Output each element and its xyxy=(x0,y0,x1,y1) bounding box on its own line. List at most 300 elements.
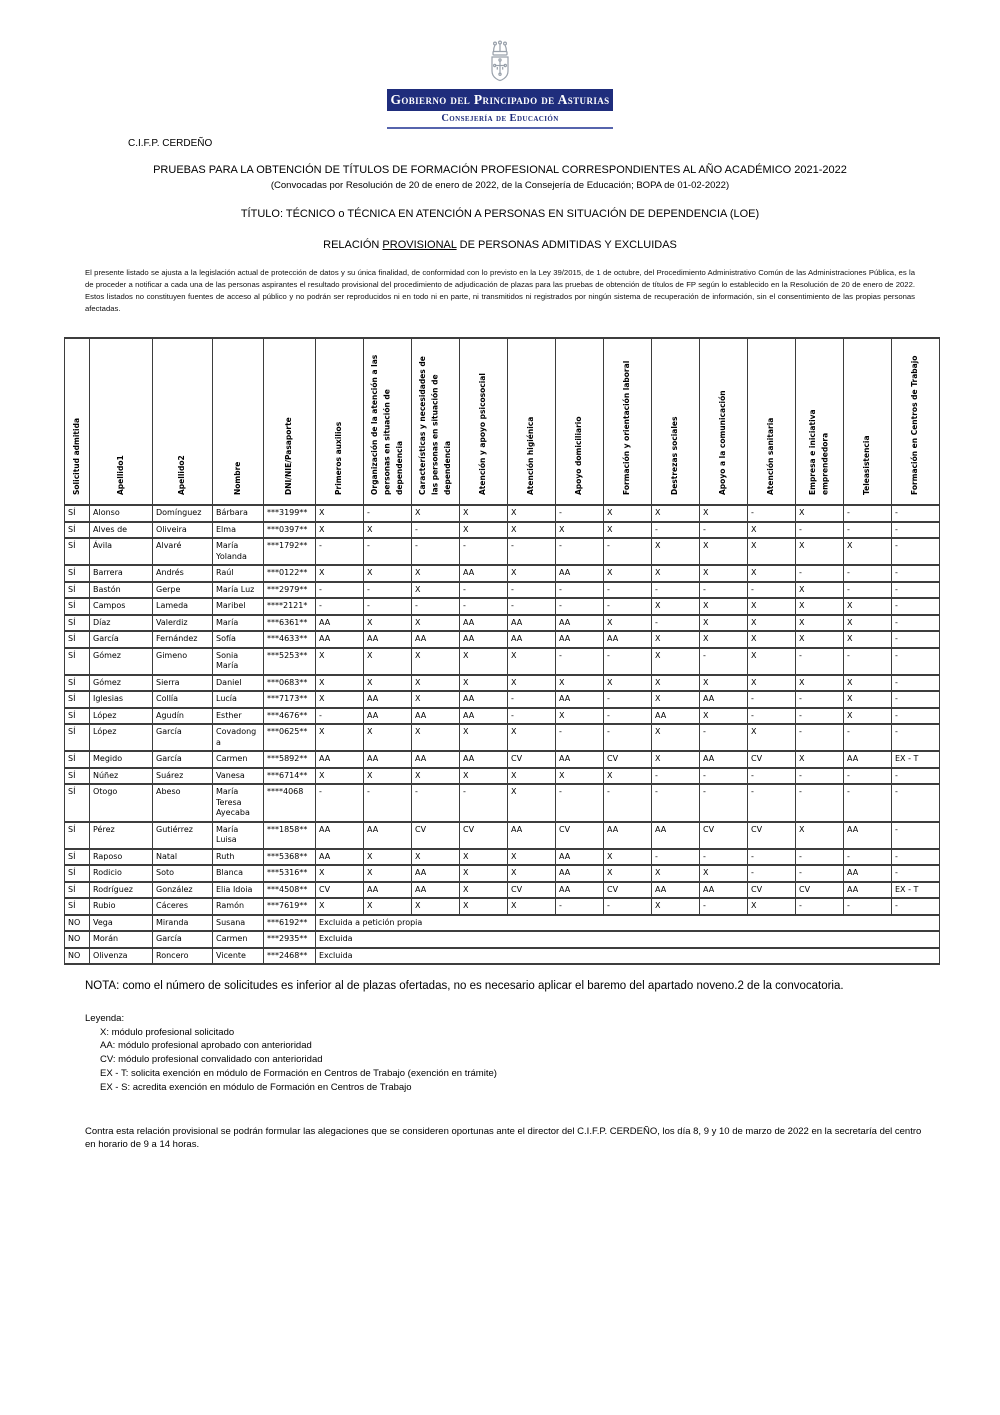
cell-documento: ***6714** xyxy=(264,768,316,785)
cell-modulo: AA xyxy=(460,708,508,725)
cell-documento: ***6192** xyxy=(264,915,316,932)
cell-apellido1: Ávila xyxy=(90,538,153,565)
cell-apellido1: Pérez xyxy=(90,822,153,849)
cell-modulo: X xyxy=(508,768,556,785)
cell-modulo: - xyxy=(892,565,940,582)
cell-modulo: X xyxy=(748,898,796,915)
cell-modulo: - xyxy=(796,691,844,708)
cell-modulo: AA xyxy=(556,751,604,768)
table-row xyxy=(65,822,940,849)
cell-modulo: - xyxy=(844,784,892,822)
cell-modulo: - xyxy=(412,522,460,539)
cell-modulo: - xyxy=(460,598,508,615)
cell-modulo: X xyxy=(364,865,412,882)
cell-nombre: Esther xyxy=(213,708,264,725)
cell-modulo: - xyxy=(892,865,940,882)
cell-modulo: X xyxy=(316,691,364,708)
center-name: C.I.F.P. CERDEÑO xyxy=(128,138,213,149)
cell-apellido2: García xyxy=(153,751,213,768)
table-row xyxy=(65,675,940,692)
cell-modulo: X xyxy=(364,724,412,751)
column-header-label: Formación y orientación laboral xyxy=(622,361,632,496)
cell-solicitud: SÍ xyxy=(65,565,90,582)
cell-modulo: X xyxy=(700,565,748,582)
cell-modulo: - xyxy=(892,784,940,822)
cell-modulo: AA xyxy=(604,631,652,648)
column-header-label: Apellido1 xyxy=(115,455,125,496)
cell-modulo: - xyxy=(844,849,892,866)
cell-apellido2: González xyxy=(153,882,213,899)
cell-modulo: - xyxy=(844,582,892,599)
cell-modulo: - xyxy=(460,582,508,599)
cell-modulo: X xyxy=(412,675,460,692)
cell-modulo: X xyxy=(460,522,508,539)
cell-apellido1: García xyxy=(90,631,153,648)
column-header-3 xyxy=(153,338,213,505)
column-header-label: Apellido2 xyxy=(177,455,187,496)
cell-modulo: X xyxy=(412,505,460,522)
cell-apellido2: Andrés xyxy=(153,565,213,582)
column-header-label: Primeros auxilios xyxy=(334,422,344,496)
cell-modulo: X xyxy=(652,691,700,708)
column-header-label: Nombre xyxy=(232,461,242,496)
cell-modulo: - xyxy=(796,724,844,751)
cell-nombre: Susana xyxy=(213,915,264,932)
column-header-label: Teleasistencia xyxy=(862,435,872,496)
cell-nombre: María Luisa xyxy=(213,822,264,849)
cell-nombre: Carmen xyxy=(213,751,264,768)
cell-modulo: X xyxy=(412,768,460,785)
cell-modulo: AA xyxy=(412,882,460,899)
cell-modulo: X xyxy=(364,768,412,785)
cell-apellido1: Vega xyxy=(90,915,153,932)
cell-modulo: AA xyxy=(844,882,892,899)
cell-modulo: - xyxy=(844,768,892,785)
cell-modulo: - xyxy=(652,522,700,539)
cell-modulo: - xyxy=(748,768,796,785)
cell-modulo: - xyxy=(652,784,700,822)
cell-apellido2: Suárez xyxy=(153,768,213,785)
cell-modulo: - xyxy=(316,784,364,822)
table-row xyxy=(65,849,940,866)
cell-modulo: - xyxy=(604,648,652,675)
cell-solicitud: SÍ xyxy=(65,882,90,899)
cell-modulo: - xyxy=(460,538,508,565)
table-row xyxy=(65,615,940,632)
cell-apellido1: Raposo xyxy=(90,849,153,866)
cell-modulo: X xyxy=(508,505,556,522)
cell-modulo: X xyxy=(844,598,892,615)
cell-modulo: X xyxy=(412,648,460,675)
cell-modulo: X xyxy=(316,724,364,751)
cell-modulo: X xyxy=(460,768,508,785)
cell-modulo: AA xyxy=(604,822,652,849)
cell-modulo: CV xyxy=(412,822,460,849)
cell-modulo: X xyxy=(556,708,604,725)
cell-documento: ***5368** xyxy=(264,849,316,866)
cell-solicitud: SÍ xyxy=(65,724,90,751)
cell-apellido2: Cáceres xyxy=(153,898,213,915)
cell-modulo: X xyxy=(796,505,844,522)
column-header-2 xyxy=(90,338,153,505)
cell-modulo: X xyxy=(844,675,892,692)
cell-modulo: X xyxy=(508,898,556,915)
cell-documento: ***4676** xyxy=(264,708,316,725)
cell-modulo: - xyxy=(796,784,844,822)
cell-modulo: X xyxy=(700,598,748,615)
table-row xyxy=(65,768,940,785)
cell-modulo: - xyxy=(844,648,892,675)
cell-modulo: AA xyxy=(460,751,508,768)
cell-modulo: X xyxy=(796,631,844,648)
cell-solicitud: NO xyxy=(65,948,90,965)
cell-modulo: - xyxy=(364,598,412,615)
cell-modulo: - xyxy=(892,898,940,915)
cell-documento: ***5253** xyxy=(264,648,316,675)
cell-apellido2: García xyxy=(153,931,213,948)
cell-modulo: - xyxy=(892,582,940,599)
cell-documento: ***0625** xyxy=(264,724,316,751)
cell-modulo: - xyxy=(844,522,892,539)
cell-nombre: María Yolanda xyxy=(213,538,264,565)
cell-apellido1: Bastón xyxy=(90,582,153,599)
cell-modulo: CV xyxy=(796,882,844,899)
cell-modulo: X xyxy=(748,565,796,582)
cell-modulo: CV xyxy=(748,751,796,768)
cell-modulo: X xyxy=(508,675,556,692)
cell-apellido2: Lameda xyxy=(153,598,213,615)
cell-solicitud: SÍ xyxy=(65,582,90,599)
cell-modulo: - xyxy=(796,865,844,882)
column-header-label: Solicitud admitida xyxy=(71,418,81,496)
table-row xyxy=(65,505,940,522)
cell-modulo: X xyxy=(412,724,460,751)
cell-modulo: - xyxy=(556,582,604,599)
cell-modulo: - xyxy=(412,598,460,615)
cell-modulo: X xyxy=(508,522,556,539)
cell-modulo: - xyxy=(748,691,796,708)
cell-modulo: X xyxy=(748,598,796,615)
cell-apellido1: Díaz xyxy=(90,615,153,632)
cell-modulo: X xyxy=(796,822,844,849)
cell-modulo: - xyxy=(796,565,844,582)
cell-modulo: - xyxy=(892,849,940,866)
cell-modulo: - xyxy=(604,691,652,708)
cell-solicitud: SÍ xyxy=(65,648,90,675)
cell-apellido2: Natal xyxy=(153,849,213,866)
cell-apellido1: Megido xyxy=(90,751,153,768)
cell-modulo: AA xyxy=(412,708,460,725)
cell-modulo: X xyxy=(652,751,700,768)
cell-modulo: - xyxy=(460,784,508,822)
list-title xyxy=(0,239,1000,251)
cell-modulo: - xyxy=(364,582,412,599)
column-header-13 xyxy=(652,338,700,505)
cell-solicitud: NO xyxy=(65,931,90,948)
cell-modulo: X xyxy=(700,631,748,648)
cell-modulo: AA xyxy=(364,691,412,708)
table-row xyxy=(65,948,940,965)
cell-modulo: AA xyxy=(508,631,556,648)
cell-documento: ***0397** xyxy=(264,522,316,539)
letterhead-rule xyxy=(387,127,613,129)
cell-apellido1: Gómez xyxy=(90,648,153,675)
cell-documento: ***5316** xyxy=(264,865,316,882)
cell-apellido2: Sierra xyxy=(153,675,213,692)
cell-solicitud: SÍ xyxy=(65,768,90,785)
cell-modulo: AA xyxy=(844,822,892,849)
cell-apellido1: Rodicio xyxy=(90,865,153,882)
cell-modulo: X xyxy=(844,538,892,565)
cell-modulo: AA xyxy=(364,882,412,899)
cell-documento: ***6361** xyxy=(264,615,316,632)
cell-modulo: - xyxy=(892,631,940,648)
cell-modulo: - xyxy=(316,538,364,565)
legend-item: CV: módulo profesional convalidado con anterioridad xyxy=(100,1054,323,1066)
cell-modulo: X xyxy=(460,882,508,899)
cell-solicitud: SÍ xyxy=(65,505,90,522)
cell-modulo: X xyxy=(508,849,556,866)
cell-modulo: X xyxy=(556,522,604,539)
cell-apellido2: Abeso xyxy=(153,784,213,822)
cell-modulo: X xyxy=(604,615,652,632)
column-header-label: Apoyo domiciliario xyxy=(574,416,584,496)
cell-modulo: X xyxy=(316,505,364,522)
cell-nombre: Vicente xyxy=(213,948,264,965)
cell-modulo: X xyxy=(700,708,748,725)
note-paragraph: NOTA: como el número de solicitudes es inferior al de plazas ofertadas, no es necesario aplicar el baremo del apartado noveno.2 de la convocatoria. xyxy=(85,980,844,993)
cell-solicitud: SÍ xyxy=(65,691,90,708)
cell-documento: ***5892** xyxy=(264,751,316,768)
cell-documento: ***2979** xyxy=(264,582,316,599)
table-row xyxy=(65,538,940,565)
cell-modulo: X xyxy=(556,675,604,692)
cell-modulo: X xyxy=(316,565,364,582)
table-header-row xyxy=(65,338,940,505)
legend xyxy=(85,1012,1000,1095)
cell-modulo: X xyxy=(844,708,892,725)
cell-solicitud: SÍ xyxy=(65,822,90,849)
cell-modulo: X xyxy=(460,675,508,692)
data-protection-disclaimer: El presente listado se ajusta a la legislación actual de protección de datos y su única finalidad, de conformidad con lo previsto en la Ley 39/2015, de 1 de octubre, del Procedimiento Administrativo Común de las Administraciones Pública, es la de proceder a notificar a cada una de las personas aspirantes el resultado provisional del procedimiento de adjudicación de plazas para las pruebas de obtención de títulos de FP según lo establecido en la Resolución de 20 de enero de 2022. Estos listados no constituyen fuentes de acceso al público y no podrán ser reproducidos ni en todo ni en parte, ni transmitidos ni registrados por ningún sistema de recuperación de información, sin el consentimiento de las propias personas afectadas. xyxy=(85,267,915,314)
cell-apellido1: Rodríguez xyxy=(90,882,153,899)
cell-documento: ***2468** xyxy=(264,948,316,965)
cell-modulo: - xyxy=(604,784,652,822)
closing-paragraph: Contra esta relación provisional se podrán formular las alegaciones que se consideren oportunas ante el director del C.I.F.P. CERDEÑO, los día 8, 9 y 10 de marzo de 2022 en la secretaría del centro en horario de 9 a 14 horas. xyxy=(85,1125,922,1151)
table-row xyxy=(65,898,940,915)
cell-apellido1: Gómez xyxy=(90,675,153,692)
column-header-label: Empresa e iniciativa emprendedora xyxy=(808,409,830,496)
cell-modulo: X xyxy=(652,648,700,675)
cell-modulo: X xyxy=(508,648,556,675)
cell-modulo: X xyxy=(652,538,700,565)
cell-apellido2: Agudín xyxy=(153,708,213,725)
cell-modulo: X xyxy=(316,522,364,539)
column-header-14 xyxy=(700,338,748,505)
cell-solicitud: NO xyxy=(65,915,90,932)
column-header-9 xyxy=(460,338,508,505)
cell-modulo: X xyxy=(748,724,796,751)
cell-modulo: CV xyxy=(604,751,652,768)
cell-modulo: X xyxy=(700,505,748,522)
cell-nombre: María Teresa Ayecaba xyxy=(213,784,264,822)
legend-item: AA: módulo profesional aprobado con anterioridad xyxy=(100,1040,312,1052)
cell-documento: ***4508** xyxy=(264,882,316,899)
cell-modulo: X xyxy=(460,898,508,915)
cell-modulo: AA xyxy=(316,822,364,849)
cell-modulo: X xyxy=(316,675,364,692)
cell-modulo: - xyxy=(604,708,652,725)
cell-modulo: X xyxy=(796,582,844,599)
cell-modulo: - xyxy=(892,538,940,565)
table-row xyxy=(65,598,940,615)
cell-modulo: X xyxy=(700,538,748,565)
cell-modulo: AA xyxy=(556,615,604,632)
cell-modulo: X xyxy=(460,849,508,866)
column-header-10 xyxy=(508,338,556,505)
column-header-4 xyxy=(213,338,264,505)
cell-modulo: AA xyxy=(700,691,748,708)
cell-solicitud: SÍ xyxy=(65,849,90,866)
cell-solicitud: SÍ xyxy=(65,784,90,822)
cell-modulo: CV xyxy=(508,751,556,768)
cell-apellido2: Collía xyxy=(153,691,213,708)
cell-modulo: - xyxy=(892,724,940,751)
cell-modulo: X xyxy=(796,615,844,632)
table-row xyxy=(65,865,940,882)
cell-documento: ***1858** xyxy=(264,822,316,849)
cell-modulo: X xyxy=(844,631,892,648)
column-header-12 xyxy=(604,338,652,505)
cell-modulo: - xyxy=(316,708,364,725)
column-header-label: Atención y apoyo psicosocial xyxy=(478,373,488,496)
cell-modulo: - xyxy=(652,849,700,866)
cell-modulo: CV xyxy=(316,882,364,899)
column-header-label: Organización de la atención a las personas en situación de dependencia xyxy=(369,355,404,496)
cell-solicitud: SÍ xyxy=(65,865,90,882)
cell-modulo: - xyxy=(700,898,748,915)
cell-modulo: AA xyxy=(460,691,508,708)
cell-modulo: AA xyxy=(364,631,412,648)
cell-modulo: AA xyxy=(316,631,364,648)
cell-modulo: - xyxy=(316,582,364,599)
cell-modulo: - xyxy=(748,849,796,866)
cell-modulo: AA xyxy=(556,849,604,866)
cell-apellido1: Iglesias xyxy=(90,691,153,708)
cell-modulo: - xyxy=(748,708,796,725)
cell-modulo: X xyxy=(796,675,844,692)
cell-nombre: Elma xyxy=(213,522,264,539)
cell-modulo: - xyxy=(844,898,892,915)
cell-modulo: X xyxy=(604,865,652,882)
cell-nombre: María Luz xyxy=(213,582,264,599)
cell-documento: ****4068 xyxy=(264,784,316,822)
cell-modulo: AA xyxy=(412,631,460,648)
cell-modulo: - xyxy=(892,691,940,708)
column-header-label: Formación en Centros de Trabajo xyxy=(910,355,920,496)
cell-apellido1: Otogo xyxy=(90,784,153,822)
cell-modulo: CV xyxy=(460,822,508,849)
cell-apellido1: Olivenza xyxy=(90,948,153,965)
cell-modulo: - xyxy=(844,724,892,751)
cell-modulo: X xyxy=(796,598,844,615)
cell-modulo: CV xyxy=(748,822,796,849)
cell-modulo: X xyxy=(700,615,748,632)
cell-modulo: EX - T xyxy=(892,751,940,768)
cell-apellido2: Gimeno xyxy=(153,648,213,675)
cell-exclusion-reason: Excluida xyxy=(316,931,940,948)
degree-title: TÍTULO: TÉCNICO o TÉCNICA EN ATENCIÓN A PERSONAS EN SITUACIÓN DE DEPENDENCIA (LOE) xyxy=(240,207,760,220)
cell-exclusion-reason: Excluida a petición propia xyxy=(316,915,940,932)
cell-modulo: X xyxy=(748,615,796,632)
cell-modulo: - xyxy=(556,648,604,675)
cell-modulo: X xyxy=(748,522,796,539)
cell-apellido2: Gutiérrez xyxy=(153,822,213,849)
cell-modulo: - xyxy=(412,784,460,822)
cell-modulo: - xyxy=(364,784,412,822)
cell-modulo: AA xyxy=(508,615,556,632)
cell-modulo: X xyxy=(748,538,796,565)
cell-apellido2: Miranda xyxy=(153,915,213,932)
cell-modulo: - xyxy=(556,724,604,751)
cell-nombre: Sofía xyxy=(213,631,264,648)
cell-modulo: - xyxy=(892,648,940,675)
legend-item: EX - T: solicita exención en módulo de Formación en Centros de Trabajo (exención en trámite) xyxy=(100,1068,497,1079)
legend-item: X: módulo profesional solicitado xyxy=(100,1026,235,1038)
cell-modulo: - xyxy=(508,538,556,565)
cell-modulo: X xyxy=(508,865,556,882)
cell-modulo: - xyxy=(364,538,412,565)
cell-modulo: X xyxy=(412,582,460,599)
cell-nombre: Vanesa xyxy=(213,768,264,785)
cell-modulo: X xyxy=(604,768,652,785)
cell-modulo: AA xyxy=(364,751,412,768)
cell-modulo: X xyxy=(364,565,412,582)
cell-solicitud: SÍ xyxy=(65,675,90,692)
cell-modulo: AA xyxy=(652,822,700,849)
cell-modulo: X xyxy=(796,538,844,565)
cell-documento: ***7619** xyxy=(264,898,316,915)
cell-modulo: AA xyxy=(316,751,364,768)
cell-modulo: X xyxy=(316,865,364,882)
column-header-18 xyxy=(892,338,940,505)
cell-apellido2: Soto xyxy=(153,865,213,882)
cell-solicitud: SÍ xyxy=(65,631,90,648)
cell-nombre: Ramón xyxy=(213,898,264,915)
column-header-label: Apoyo a la comunicación xyxy=(718,390,728,496)
department-name: Consejería de Educación xyxy=(441,113,559,124)
cell-nombre: Carmen xyxy=(213,931,264,948)
table-row xyxy=(65,648,940,675)
cell-solicitud: SÍ xyxy=(65,708,90,725)
cell-modulo: AA xyxy=(844,865,892,882)
cell-modulo: AA xyxy=(556,691,604,708)
cell-modulo: X xyxy=(316,898,364,915)
call-reference: (Convocadas por Resolución de 20 de enero de 2022, de la Consejería de Educación; BOPA de 01-02-2022) xyxy=(270,179,730,191)
cell-modulo: - xyxy=(508,691,556,708)
cell-nombre: Raúl xyxy=(213,565,264,582)
table-row xyxy=(65,691,940,708)
cell-solicitud: SÍ xyxy=(65,751,90,768)
cell-modulo: X xyxy=(748,675,796,692)
column-header-label: Destrezas sociales xyxy=(670,416,680,496)
cell-modulo: - xyxy=(748,784,796,822)
cell-modulo: X xyxy=(412,565,460,582)
cell-modulo: AA xyxy=(460,565,508,582)
column-header-15 xyxy=(748,338,796,505)
cell-modulo: X xyxy=(652,675,700,692)
table-row xyxy=(65,522,940,539)
